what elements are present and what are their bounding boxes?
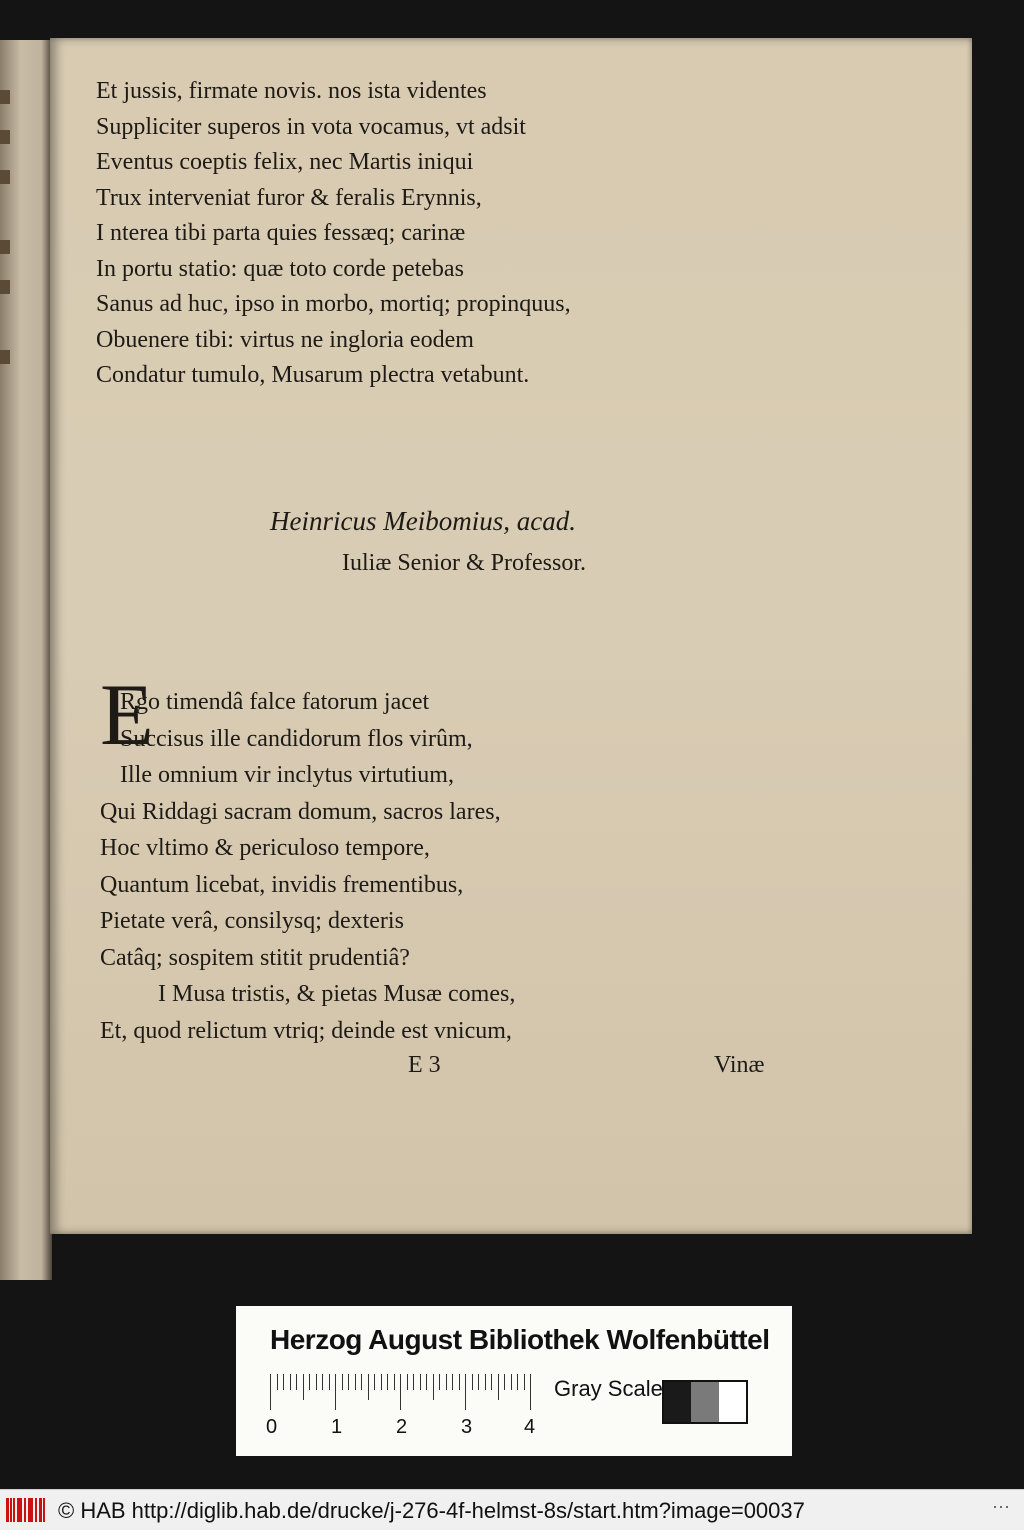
ruler-tick xyxy=(504,1374,505,1390)
edge-mark xyxy=(0,350,10,364)
logo-bar xyxy=(43,1498,45,1522)
library-name: Herzog August Bibliothek Wolfenbüttel xyxy=(270,1324,770,1355)
ruler-tick xyxy=(530,1374,531,1410)
ruler-tick xyxy=(335,1374,336,1410)
ruler-tick xyxy=(361,1374,362,1390)
gray-scale-label: Gray Scale xyxy=(554,1376,663,1401)
ruler-tick xyxy=(290,1374,291,1390)
verse-line: I nterea tibi parta quies fessæq; carinæ xyxy=(96,220,466,246)
edge-mark xyxy=(0,240,10,254)
ruler-tick xyxy=(433,1374,434,1400)
scale-ruler xyxy=(270,1374,532,1410)
ruler-tick xyxy=(485,1374,486,1390)
ruler-tick xyxy=(413,1374,414,1390)
ruler-tick xyxy=(465,1374,466,1410)
verse-line: Sanus ad huc, ipso in morbo, mortiq; propinquus, xyxy=(96,291,571,317)
edge-mark xyxy=(0,280,10,294)
poem-block xyxy=(100,684,800,1049)
ruler-tick xyxy=(478,1374,479,1390)
ruler-tick xyxy=(316,1374,317,1390)
gray-swatch xyxy=(664,1382,691,1422)
ruler-tick xyxy=(387,1374,388,1390)
ruler-tick xyxy=(446,1374,447,1390)
ruler-tick xyxy=(270,1374,271,1410)
ruler-tick xyxy=(524,1374,525,1390)
poem-line: Succisus ille candidorum flos virûm, xyxy=(120,725,473,752)
gray-swatch xyxy=(691,1382,718,1422)
poem-line: Quantum licebat, invidis frementibus, xyxy=(100,871,464,898)
signature-mark: E 3 xyxy=(408,1052,441,1078)
ruler-tick xyxy=(303,1374,304,1400)
scale-number: 0 xyxy=(266,1416,278,1438)
ruler-tick xyxy=(381,1374,382,1390)
ruler-tick xyxy=(329,1374,330,1390)
ruler-tick xyxy=(420,1374,421,1390)
verse-line: Suppliciter superos in vota vocamus, vt adsit xyxy=(96,113,526,140)
verse-line: Eventus coeptis felix, nec Martis iniqui xyxy=(96,149,474,175)
hab-logo-icon xyxy=(6,1498,48,1522)
scale-number: 3 xyxy=(461,1416,473,1438)
poem-line: Hoc vltimo & periculoso tempore, xyxy=(100,835,430,861)
ruler-tick xyxy=(491,1374,492,1390)
author-name: Heinricus Meibomius, acad. xyxy=(270,506,576,536)
scale-number: 2 xyxy=(396,1416,408,1438)
ruler-tick xyxy=(368,1374,369,1400)
logo-bar xyxy=(13,1498,15,1522)
ruler-tick xyxy=(283,1374,284,1390)
poem-line: Rgo timendâ falce fatorum jacet xyxy=(120,689,430,715)
library-color-card xyxy=(236,1306,792,1456)
viewer-footer xyxy=(0,1489,1024,1530)
poem-line: Pietate verâ, consilysq; dexteris xyxy=(100,908,404,934)
source-url[interactable]: © HAB http://diglib.hab.de/drucke/j-276-4f-helmst-8s/start.htm?image=00037 xyxy=(58,1498,805,1523)
drop-cap: E xyxy=(100,667,154,764)
ruler-tick xyxy=(452,1374,453,1390)
ruler-tick xyxy=(342,1374,343,1390)
edge-mark xyxy=(0,130,10,144)
ruler-tick xyxy=(296,1374,297,1390)
verse-line: Obuenere tibi: virtus ne ingloria eodem xyxy=(96,326,474,353)
ruler-tick xyxy=(394,1374,395,1390)
ruler-tick xyxy=(348,1374,349,1390)
ruler-tick xyxy=(439,1374,440,1390)
logo-bar xyxy=(6,1498,9,1522)
poem-line: Qui Riddagi sacram domum, sacros lares, xyxy=(100,798,501,825)
edge-mark xyxy=(0,170,10,184)
logo-bar xyxy=(31,1498,33,1522)
ruler-tick xyxy=(511,1374,512,1390)
logo-bar xyxy=(10,1498,12,1522)
verse-block xyxy=(96,74,796,394)
verse-line: In portu statio: quæ toto corde petebas xyxy=(96,255,464,282)
verse-line: Condatur tumulo, Musarum plectra vetabunt. xyxy=(96,362,530,388)
gray-scale-swatches xyxy=(662,1380,748,1424)
ruler-tick xyxy=(407,1374,408,1390)
poem-line: Et, quod relictum vtriq; deinde est vnicum, xyxy=(100,1017,512,1044)
catchword: Vinæ xyxy=(714,1052,765,1078)
ruler-tick xyxy=(277,1374,278,1390)
ruler-tick xyxy=(322,1374,323,1390)
poem-line: Catâq; sospitem stitit prudentiâ? xyxy=(100,944,410,971)
ruler-tick xyxy=(355,1374,356,1390)
ruler-tick xyxy=(309,1374,310,1390)
scale-number: 4 xyxy=(524,1416,536,1438)
ruler-tick xyxy=(426,1374,427,1390)
poem-line: Ille omnium vir inclytus virtutium, xyxy=(120,762,454,788)
ruler-tick xyxy=(459,1374,460,1390)
adjacent-page-edge xyxy=(0,40,52,1280)
verse-line: Et jussis, firmate novis. nos ista videntes xyxy=(96,78,487,104)
logo-bar xyxy=(20,1498,22,1522)
ruler-tick xyxy=(472,1374,473,1390)
poem-line: I Musa tristis, & pietas Musæ comes, xyxy=(158,981,516,1007)
ruler-tick xyxy=(400,1374,401,1410)
logo-bar xyxy=(35,1498,37,1522)
logo-bar xyxy=(24,1498,26,1522)
gray-swatch xyxy=(719,1382,746,1422)
ruler-tick xyxy=(498,1374,499,1400)
author-title: Iuliæ Senior & Professor. xyxy=(342,550,586,576)
ruler-tick xyxy=(517,1374,518,1390)
scale-number: 1 xyxy=(331,1416,343,1438)
logo-bar xyxy=(39,1498,42,1522)
edge-mark xyxy=(0,90,10,104)
ruler-tick xyxy=(374,1374,375,1390)
verse-line: Trux interveniat furor & feralis Erynnis, xyxy=(96,184,482,211)
more-options-icon[interactable]: ··· xyxy=(992,1496,1010,1516)
